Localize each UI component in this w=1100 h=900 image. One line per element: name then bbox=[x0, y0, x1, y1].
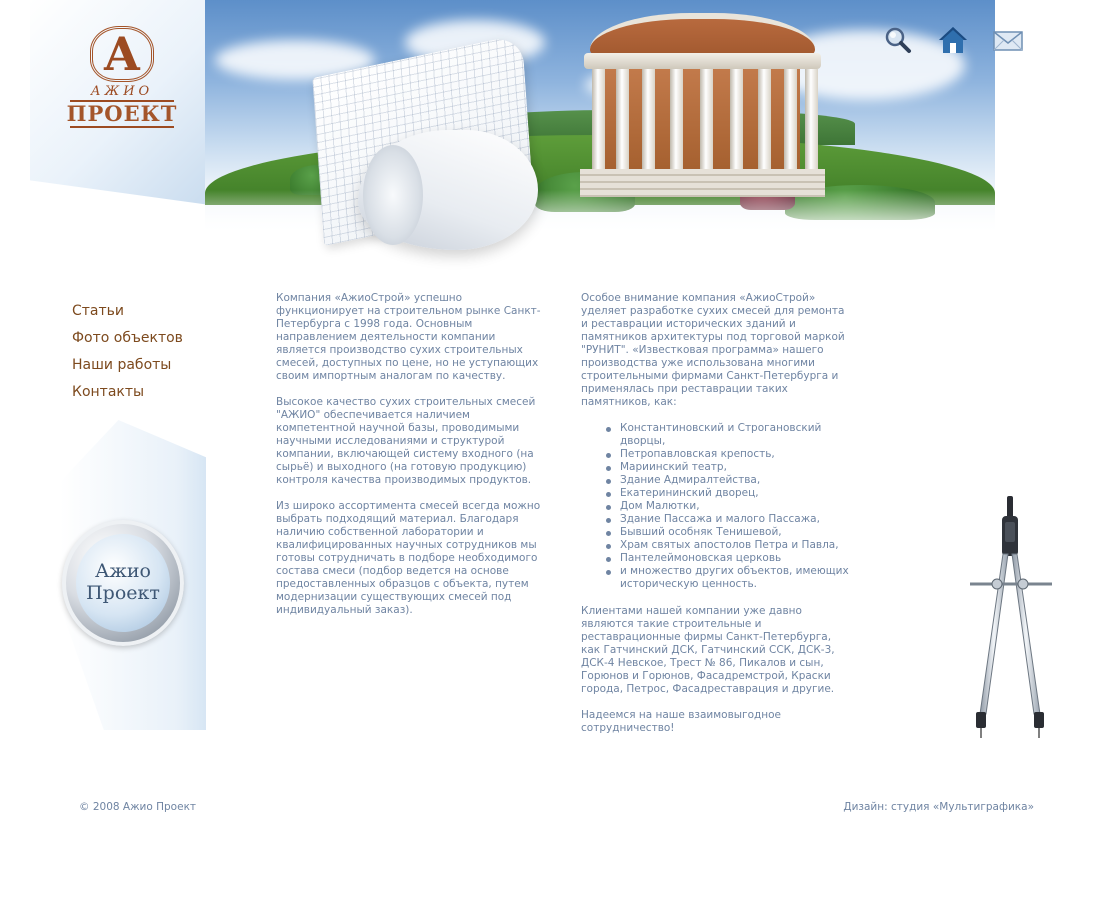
nav-item-photos[interactable]: Фото объектов bbox=[72, 330, 183, 346]
list-item: Бывший особняк Тенишевой, bbox=[581, 526, 849, 539]
blueprint-scroll-image bbox=[318, 55, 548, 255]
monuments-list bbox=[581, 422, 849, 591]
list-item: и множество других объектов, имеющих историческую ценность. bbox=[581, 565, 849, 591]
header bbox=[0, 0, 1100, 262]
logo-monogram bbox=[90, 26, 154, 82]
logo-letter: А bbox=[103, 27, 141, 81]
content-column-left bbox=[276, 292, 546, 630]
nav-item-articles[interactable]: Статьи bbox=[72, 303, 125, 319]
paragraph-assortment: Из широко ассортимента смесей всегда можно выбрать подходящий материал. Благодаря наличию собственной лаборатории и квалифицированных научных сотрудников мы готовы сотрудничать в подборе необходимого состава смеси (подбор ведется на основе предоставленных образцов с объекта, путем модернизации существующих смесей под индивидуальный заказ). bbox=[276, 500, 541, 616]
nav-item-works[interactable]: Наши работы bbox=[72, 357, 172, 373]
list-item: Храм святых апостолов Петра и Павла, bbox=[581, 539, 849, 552]
badge-line2: Проект bbox=[86, 582, 160, 604]
paragraph-clients: Клиентами нашей компании уже давно являются такие строительные и реставрационные фирмы Санкт-Петербурга, как Гатчинский ДСК, Гатчинский ССК, ДСК-3, ДСК-4 Невское, Трест № 86, Пикалов и сын, Горюнов и Горюнов, Фасадремстрой, Краски города, Петрос, Фасадреставрация и другие. bbox=[581, 605, 835, 695]
list-item: Екатерининский дворец, bbox=[581, 487, 849, 500]
paragraph-restoration: Особое внимание компания «АжиоСтрой» уделяет разработке сухих смесей для ремонта и реставрации исторических зданий и памятников архитектуры под торговой маркой "РУНИТ". «Известковая программа» нашего производства уже использована многими строительными фирмами Санкт-Петербурга и применялась при реставрации таких памятников, как: bbox=[581, 292, 845, 408]
logo-small-text: АЖИО bbox=[90, 84, 154, 99]
copyright-text: © 2008 Ажио Проект bbox=[79, 801, 197, 813]
list-item: Здание Пассажа и малого Пассажа, bbox=[581, 513, 849, 526]
mail-icon[interactable] bbox=[992, 24, 1024, 56]
badge-line1: Ажио bbox=[95, 560, 151, 582]
list-item: Пантелеймоновская церковь bbox=[581, 552, 849, 565]
design-credit-link[interactable]: Дизайн: студия «Мультиграфика» bbox=[843, 801, 1034, 813]
brand-badge bbox=[62, 520, 184, 646]
search-icon[interactable] bbox=[882, 24, 914, 56]
nav-item-contacts[interactable]: Контакты bbox=[72, 384, 145, 400]
content-column-right bbox=[581, 292, 849, 748]
list-item: Мариинский театр, bbox=[581, 461, 849, 474]
list-item: Дом Малютки, bbox=[581, 500, 849, 513]
list-item: Здание Адмиралтейства, bbox=[581, 474, 849, 487]
list-item: Константиновский и Строгановский дворцы, bbox=[581, 422, 849, 448]
compass-image bbox=[966, 494, 1054, 739]
main-nav bbox=[72, 302, 212, 410]
logo[interactable] bbox=[66, 26, 178, 138]
paragraph-intro: Компания «АжиоСтрой» успешно функционирует на строительном рынке Санкт-Петербурга с 1998 года. Основным направлением деятельности компании является производство сухих строительных смесей, доступных по цене, но не уступающих своим импортным аналогам по качеству. bbox=[276, 292, 541, 382]
list-item: Петропавловская крепость, bbox=[581, 448, 849, 461]
rotunda-image bbox=[580, 5, 825, 200]
logo-big-text: ПРОЕКТ bbox=[66, 101, 178, 126]
home-icon[interactable] bbox=[937, 24, 969, 56]
paragraph-closing: Надеемся на наше взаимовыгодное сотрудничество! bbox=[581, 709, 782, 734]
paragraph-quality: Высокое качество сухих строительных смесей "АЖИО" обеспечивается наличием компетентной научной базы, проводимыми научными исследованиями и структурой компании, включающей систему входного (на сырьё) и выходного (на готовую продукцию) контроля качества производимых продуктов. bbox=[276, 396, 536, 486]
